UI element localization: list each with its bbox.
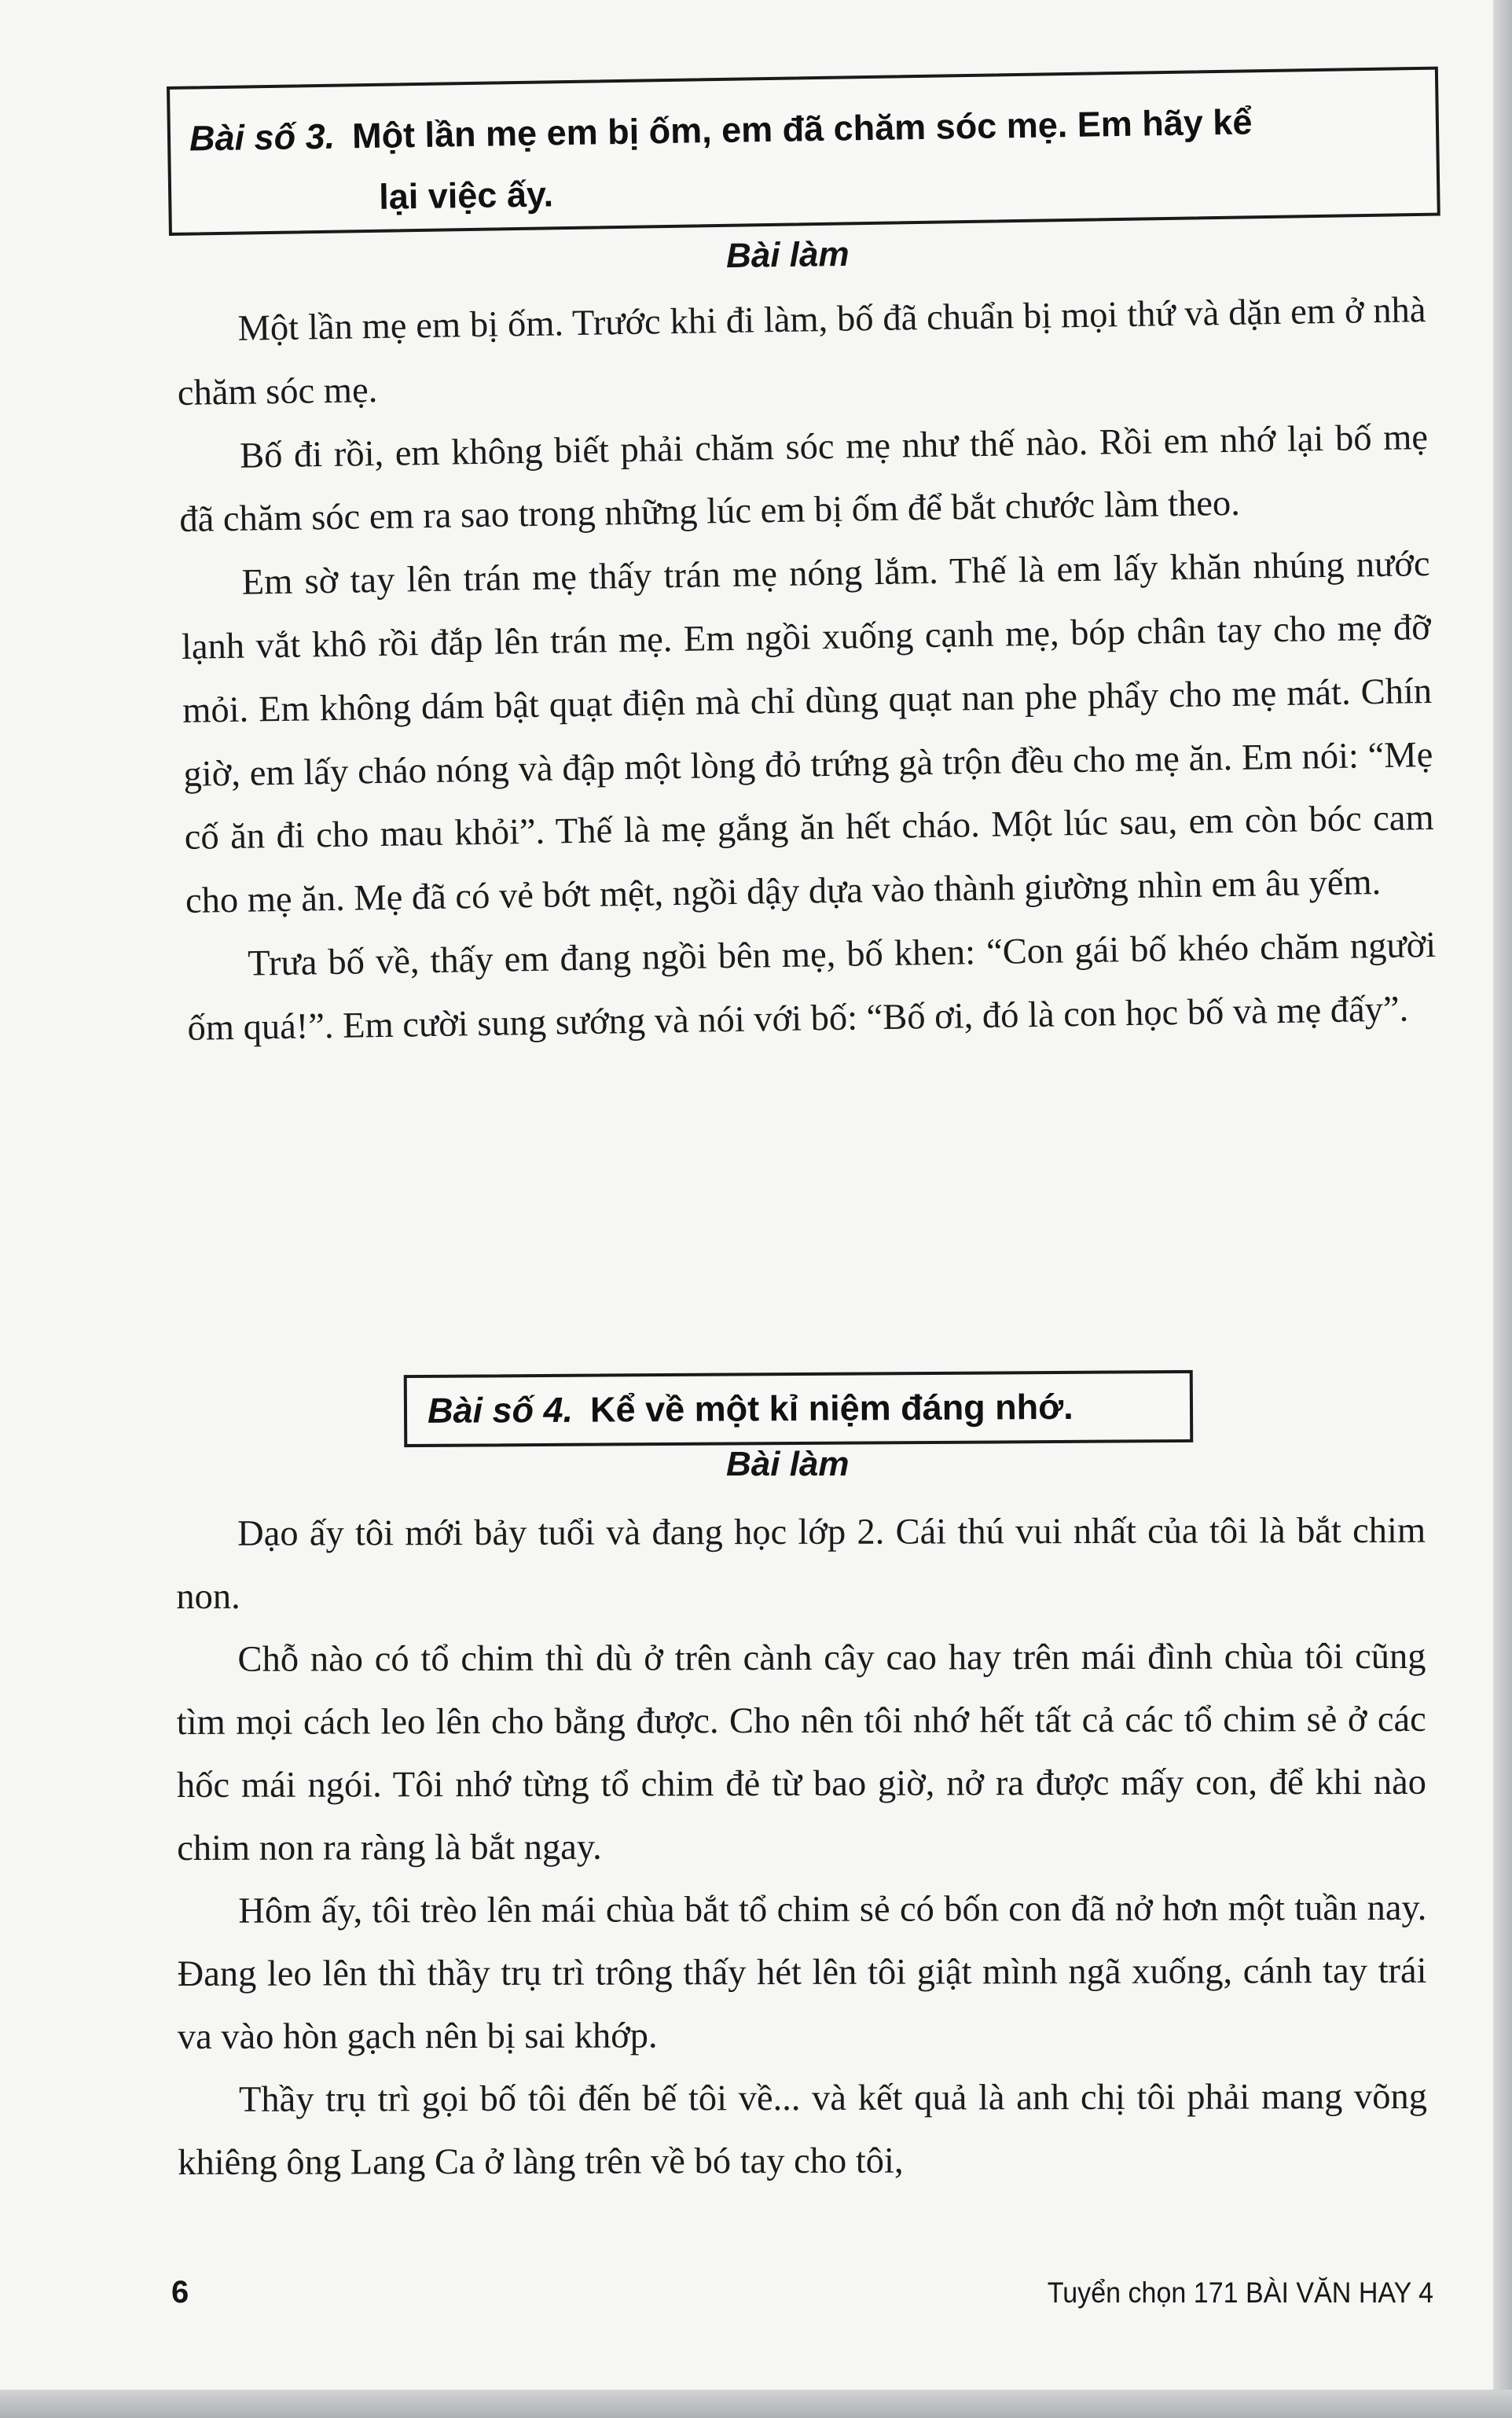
- paragraph: Một lần mẹ em bị ốm. Trước khi đi làm, bố đã chuẩn bị mọi thứ và dặn em ở nhà chăm sóc mẹ.: [177, 290, 1426, 413]
- paragraph: Dạo ấy tôi mới bảy tuổi và đang học lớp 2. Cái thú vui nhất của tôi là bắt chim non.: [176, 1510, 1426, 1617]
- page-number: 6: [171, 2275, 189, 2310]
- paragraph: Bố đi rồi, em không biết phải chăm sóc mẹ như thế nào. Rồi em nhớ lại bố mẹ đã chăm sóc em ra sao trong những lúc em bị ốm để bắt chước làm theo.: [179, 417, 1429, 541]
- exercise-4-number: Bài số 4.: [427, 1389, 574, 1431]
- exercise-3-title-box: [167, 67, 1440, 236]
- exercise-4-subheading: Bài làm: [726, 1445, 850, 1483]
- page-bottom-shadow: [0, 2390, 1512, 2418]
- paragraph: Em sờ tay lên trán mẹ thấy trán mẹ nóng lắm. Thế là em lấy khăn nhúng nước lạnh vắt khô rồi đắp lên trán mẹ. Em ngồi xuống cạnh mẹ, bóp chân tay cho mẹ đỡ mỏi. Em không dám bật quạt điện mà chỉ dùng quạt nan phe phẩy cho mẹ mát. Chín giờ, em lấy cháo nóng và đập một lòng đỏ trứng gà trộn đều cho mẹ ăn. Em nói: “Mẹ cố ăn đi cho mau khỏi”. Thế là mẹ gắng ăn hết cháo. Một lúc sau, em còn bóc cam cho mẹ ăn. Mẹ đã có vẻ bớt mệt, ngồi dậy dựa vào thành giường nhìn em âu yếm.: [181, 544, 1434, 922]
- exercise-3-title-line-1: Một lần mẹ em bị ốm, em đã chăm sóc mẹ. Em hãy kể: [351, 101, 1253, 156]
- exercise-3-title-line-2: lại việc ấy.: [378, 174, 554, 217]
- exercise-3-essay: [176, 279, 1437, 1060]
- paragraph: Trưa bố về, thấy em đang ngồi bên mẹ, bố khen: “Con gái bố khéo chăm người ốm quá!”. Em cười sung sướng và nói với bố: “Bố ơi, đó là con học bố và mẹ đấy”.: [187, 924, 1437, 1049]
- paragraph: Chỗ nào có tổ chim thì dù ở trên cành cây cao hay trên mái đình chùa tôi cũng tìm mọi cách leo lên cho bằng được. Cho nên tôi nhớ hết tất cả các tổ chim sẻ ở các hốc mái ngói. Tôi nhớ từng tổ chim đẻ từ bao giờ, nở ra được mấy con, để khi nào chim non ra ràng là bắt ngay.: [176, 1636, 1427, 1869]
- paragraph: Hôm ấy, tôi trèo lên mái chùa bắt tổ chim sẻ có bốn con đã nở hơn một tuần nay. Đang leo lên thì thầy trụ trì trông thấy hét lên tôi giật mình ngã xuống, cánh tay trái va vào hòn gạch nên bị sai khớp.: [177, 1887, 1427, 2057]
- exercise-4-title-box: [404, 1370, 1194, 1447]
- exercise-4-essay: [176, 1500, 1427, 2195]
- running-footer-book-title: Tuyển chọn 171 BÀI VĂN HAY 4: [1047, 2277, 1433, 2309]
- exercise-3-number: Bài số 3.: [189, 116, 336, 159]
- page-edge-shadow: [1493, 0, 1512, 2418]
- exercise-3-subheading: Bài làm: [725, 234, 850, 276]
- paragraph: Thầy trụ trì gọi bố tôi đến bế tôi về... và kết quả là anh chị tôi phải mang võng khiêng ông Lang Ca ở làng trên về bó tay cho tôi,: [178, 2076, 1428, 2183]
- exercise-4-title: Kể về một kỉ niệm đáng nhớ.: [589, 1386, 1073, 1430]
